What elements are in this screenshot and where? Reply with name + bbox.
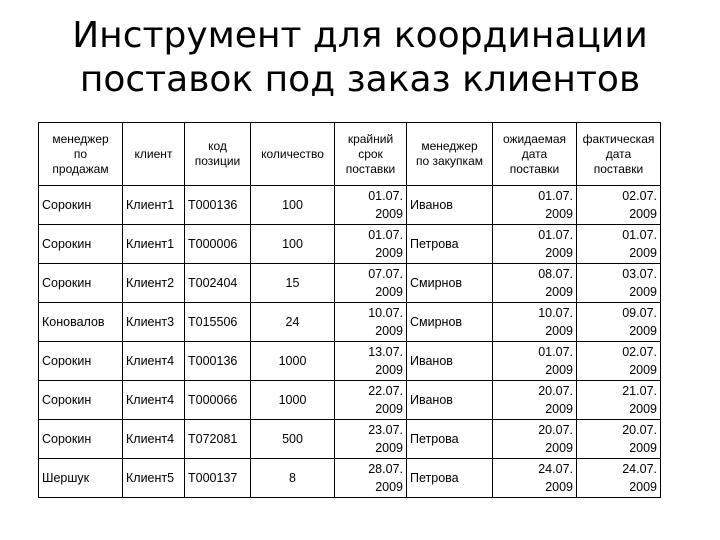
table-body	[39, 186, 661, 498]
date-part: 07.07.	[368, 267, 403, 281]
cell-item-code: Т000136	[185, 186, 251, 225]
cell-quantity: 100	[251, 225, 335, 264]
header-text-line: ожидаемая	[502, 131, 567, 146]
cell-client: Клиент4	[123, 381, 185, 420]
cell-purchase-manager: Петрова	[407, 225, 493, 264]
header-quantity	[251, 123, 335, 186]
date-part: 2009	[545, 402, 573, 416]
date-part: 2009	[629, 441, 657, 455]
header-text-line: фактическая	[582, 131, 655, 146]
cell-expected-date	[493, 342, 577, 381]
date-part: 2009	[375, 207, 403, 221]
header-purchase-manager	[407, 123, 493, 186]
date-part: 2009	[629, 324, 657, 338]
header-text-line: дата	[605, 146, 632, 161]
slide-title	[0, 14, 720, 102]
cell-actual-date	[577, 459, 661, 498]
cell-item-code: Т072081	[185, 420, 251, 459]
date-part: 02.07.	[622, 189, 657, 203]
cell-expected-date	[493, 303, 577, 342]
cell-purchase-manager: Петрова	[407, 459, 493, 498]
cell-purchase-manager: Иванов	[407, 342, 493, 381]
date-part: 01.07.	[368, 228, 403, 242]
date-part: 2009	[375, 480, 403, 494]
date-part: 2009	[629, 207, 657, 221]
cell-actual-date	[577, 303, 661, 342]
date-part: 02.07.	[622, 345, 657, 359]
header-text-line: дата	[521, 146, 548, 161]
header-deadline	[335, 123, 407, 186]
date-part: 23.07.	[368, 423, 403, 437]
date-part: 2009	[545, 363, 573, 377]
date-part: 2009	[375, 285, 403, 299]
date-part: 03.07.	[622, 267, 657, 281]
date-part: 01.07.	[538, 228, 573, 242]
cell-purchase-manager: Смирнов	[407, 264, 493, 303]
cell-deadline	[335, 459, 407, 498]
date-part: 28.07.	[368, 462, 403, 476]
cell-actual-date	[577, 186, 661, 225]
cell-expected-date	[493, 420, 577, 459]
supply-coordination-table	[38, 122, 661, 498]
date-part: 2009	[545, 324, 573, 338]
table-header-row	[39, 123, 661, 186]
date-part: 13.07.	[368, 345, 403, 359]
header-text-line: менеджер	[52, 131, 109, 146]
table-row	[39, 342, 661, 381]
cell-deadline	[335, 303, 407, 342]
cell-purchase-manager: Петрова	[407, 420, 493, 459]
date-part: 2009	[629, 363, 657, 377]
table-row	[39, 225, 661, 264]
date-part: 2009	[375, 363, 403, 377]
cell-item-code: Т002404	[185, 264, 251, 303]
date-part: 24.07.	[622, 462, 657, 476]
date-part: 01.07.	[538, 345, 573, 359]
cell-quantity: 1000	[251, 342, 335, 381]
date-part: 2009	[375, 324, 403, 338]
header-text-line: поставки	[593, 161, 644, 176]
cell-item-code: Т000006	[185, 225, 251, 264]
date-part: 08.07.	[538, 267, 573, 281]
cell-purchase-manager: Иванов	[407, 381, 493, 420]
header-expected-date	[493, 123, 577, 186]
cell-expected-date	[493, 381, 577, 420]
date-part: 20.07.	[538, 384, 573, 398]
cell-deadline	[335, 225, 407, 264]
cell-expected-date	[493, 186, 577, 225]
date-part: 2009	[629, 285, 657, 299]
cell-client: Клиент3	[123, 303, 185, 342]
date-part: 2009	[545, 480, 573, 494]
date-part: 2009	[545, 285, 573, 299]
cell-quantity: 100	[251, 186, 335, 225]
cell-actual-date	[577, 420, 661, 459]
date-part: 24.07.	[538, 462, 573, 476]
date-part: 2009	[545, 207, 573, 221]
header-item-code	[185, 123, 251, 186]
header-text-line: клиент	[134, 146, 173, 161]
date-part: 2009	[629, 246, 657, 260]
cell-sales-manager: Сорокин	[39, 420, 123, 459]
cell-expected-date	[493, 264, 577, 303]
header-text-line: поставки	[345, 161, 396, 176]
date-part: 10.07.	[538, 306, 573, 320]
cell-quantity: 1000	[251, 381, 335, 420]
date-part: 20.07.	[538, 423, 573, 437]
cell-client: Клиент4	[123, 342, 185, 381]
date-part: 01.07.	[368, 189, 403, 203]
header-text-line: количество	[261, 146, 324, 161]
table-row	[39, 303, 661, 342]
table-row	[39, 381, 661, 420]
date-part: 2009	[375, 402, 403, 416]
cell-client: Клиент4	[123, 420, 185, 459]
cell-sales-manager: Сорокин	[39, 225, 123, 264]
cell-sales-manager: Шершук	[39, 459, 123, 498]
cell-expected-date	[493, 459, 577, 498]
header-sales-manager	[39, 123, 123, 186]
date-part: 2009	[629, 480, 657, 494]
cell-deadline	[335, 342, 407, 381]
slide-title-line-1: Инструмент для координации	[72, 15, 648, 56]
cell-purchase-manager: Иванов	[407, 186, 493, 225]
table-row	[39, 420, 661, 459]
header-text-line: по закупкам	[415, 154, 483, 168]
header-text-line: поставки	[509, 161, 560, 176]
cell-actual-date	[577, 381, 661, 420]
cell-sales-manager: Сорокин	[39, 342, 123, 381]
table-row	[39, 459, 661, 498]
header-text-line: менеджер	[421, 139, 478, 153]
cell-deadline	[335, 264, 407, 303]
cell-item-code: Т015506	[185, 303, 251, 342]
cell-sales-manager: Сорокин	[39, 186, 123, 225]
date-part: 01.07.	[538, 189, 573, 203]
header-text-line: по	[73, 146, 88, 161]
cell-quantity: 15	[251, 264, 335, 303]
date-part: 21.07.	[622, 384, 657, 398]
cell-sales-manager: Коновалов	[39, 303, 123, 342]
cell-deadline	[335, 420, 407, 459]
date-part: 2009	[375, 246, 403, 260]
date-part: 20.07.	[622, 423, 657, 437]
date-part: 2009	[545, 441, 573, 455]
date-part: 01.07.	[622, 228, 657, 242]
date-part: 2009	[629, 402, 657, 416]
cell-purchase-manager: Смирнов	[407, 303, 493, 342]
date-part: 22.07.	[368, 384, 403, 398]
table-row	[39, 264, 661, 303]
header-actual-date	[577, 123, 661, 186]
header-text-line: позиции	[194, 154, 241, 168]
cell-quantity: 24	[251, 303, 335, 342]
cell-client: Клиент1	[123, 225, 185, 264]
cell-item-code: Т000066	[185, 381, 251, 420]
cell-actual-date	[577, 225, 661, 264]
cell-quantity: 8	[251, 459, 335, 498]
cell-item-code: Т000136	[185, 342, 251, 381]
cell-client: Клиент5	[123, 459, 185, 498]
slide-title-line-2: поставок под заказ клиентов	[79, 59, 641, 100]
date-part: 2009	[545, 246, 573, 260]
date-part: 10.07.	[368, 306, 403, 320]
cell-sales-manager: Сорокин	[39, 264, 123, 303]
cell-actual-date	[577, 342, 661, 381]
date-part: 09.07.	[622, 306, 657, 320]
date-part: 2009	[375, 441, 403, 455]
header-text-line: крайний	[347, 131, 394, 146]
cell-expected-date	[493, 225, 577, 264]
header-text-line: продажам	[52, 161, 109, 176]
cell-deadline	[335, 381, 407, 420]
cell-client: Клиент2	[123, 264, 185, 303]
cell-item-code: Т000137	[185, 459, 251, 498]
cell-client: Клиент1	[123, 186, 185, 225]
cell-actual-date	[577, 264, 661, 303]
table-row	[39, 186, 661, 225]
cell-deadline	[335, 186, 407, 225]
header-text-line: код	[208, 139, 227, 153]
header-client	[123, 123, 185, 186]
cell-sales-manager: Сорокин	[39, 381, 123, 420]
cell-quantity: 500	[251, 420, 335, 459]
header-text-line: срок	[358, 146, 383, 161]
